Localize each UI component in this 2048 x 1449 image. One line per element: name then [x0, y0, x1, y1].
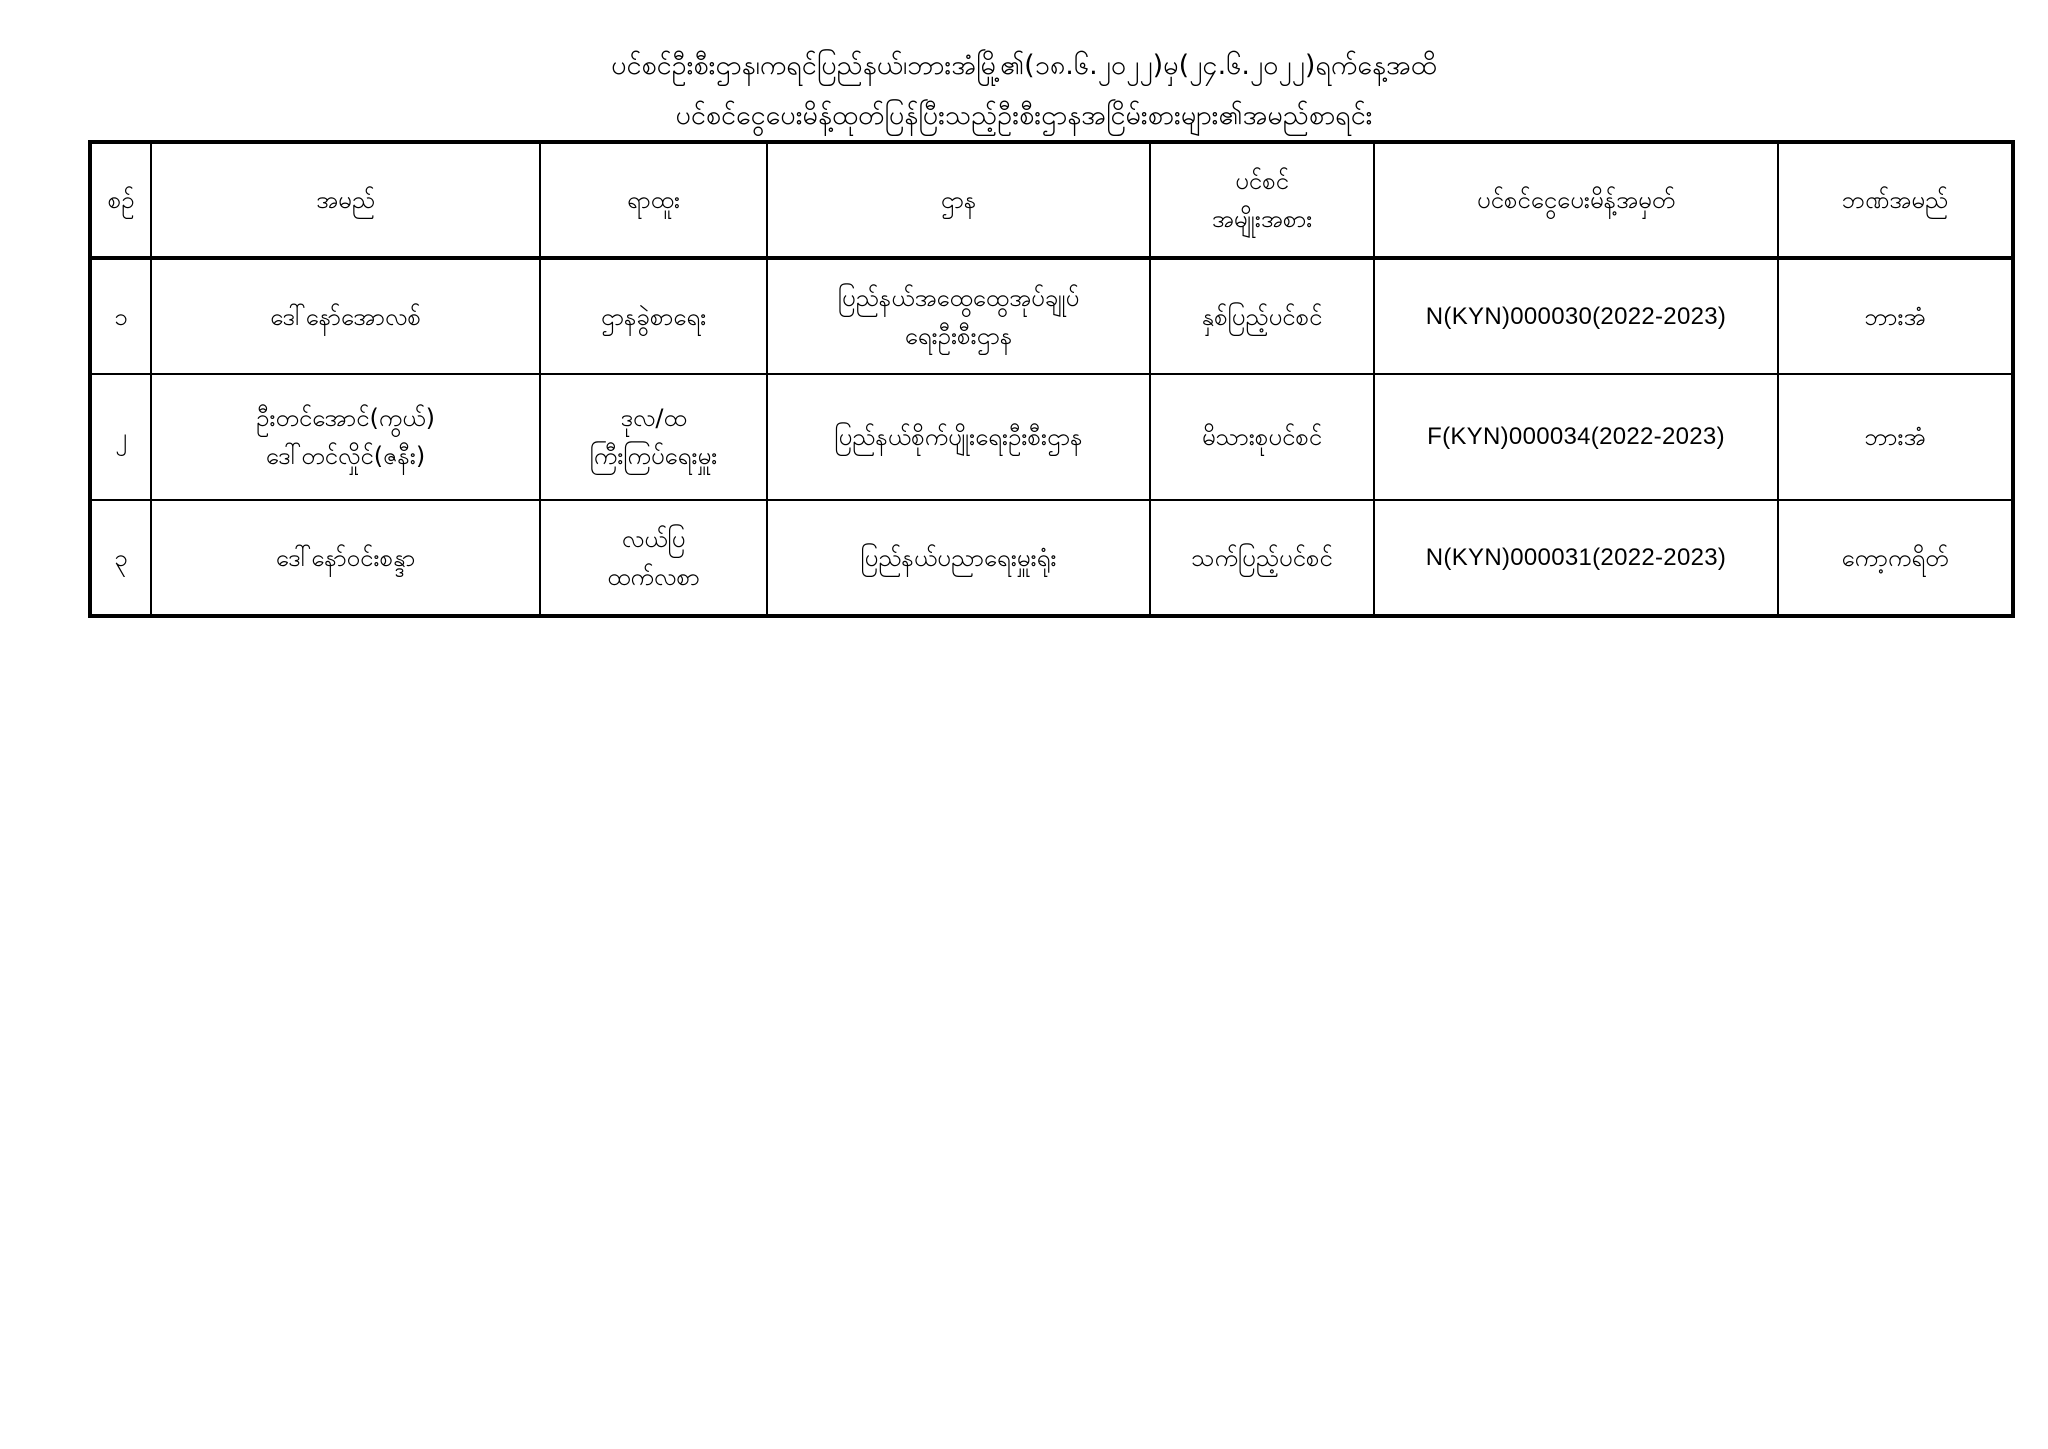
cell-pension-type: နှစ်ပြည့်ပင်စင် — [1150, 258, 1374, 374]
cell-name — [151, 258, 540, 374]
cell-rank — [540, 258, 767, 374]
table-row — [90, 258, 2013, 374]
cell-name-line-1: ဦးတင်အောင်(ကွယ်) — [256, 404, 435, 432]
cell-department — [767, 500, 1150, 616]
document-title-line-1: ပင်စင်ဦးစီးဌာန၊ကရင်ပြည်နယ်၊ဘားအံမြို့၏(၁၈.၆.၂၀၂၂)မှ(၂၄.၆.၂၀၂၂)ရက်နေ့အထိ — [611, 50, 1437, 81]
cell-rank — [540, 500, 767, 616]
cell-pension-type: မိသားစုပင်စင် — [1150, 374, 1374, 500]
cell-pension-type: သက်ပြည့်ပင်စင် — [1150, 500, 1374, 616]
table-row — [90, 374, 2013, 500]
cell-department — [767, 374, 1150, 500]
cell-no: ၁ — [90, 258, 151, 374]
cell-name-line-2: ဒေါ်တင်လှိုင်(ဇနီး) — [265, 442, 426, 470]
cell-bank: ကော့ကရိတ် — [1778, 500, 2013, 616]
header-order-no: ပင်စင်ငွေပေးမိန့်အမှတ် — [1374, 142, 1778, 258]
cell-department-line-1: ပြည်နယ်ပညာရေးမှူးရုံး — [860, 543, 1057, 572]
header-bank: ဘဏ်အမည် — [1778, 142, 2013, 258]
header-pension-type-line-2: အမျိုးအစား — [1211, 205, 1313, 233]
cell-name — [151, 500, 540, 616]
cell-name — [151, 374, 540, 500]
cell-order-no: N(KYN)000031(2022-2023) — [1374, 500, 1778, 616]
table-row — [90, 500, 2013, 616]
header-pension-type — [1150, 142, 1374, 258]
cell-bank: ဘားအံ — [1778, 258, 2013, 374]
cell-department-line-2: ရေးဦးစီးဌာန — [904, 321, 1013, 350]
header-department: ဌာန — [767, 142, 1150, 258]
cell-name-line-1: ဒေါ်နော်အောလစ် — [270, 302, 421, 331]
table-header-row — [90, 142, 2013, 258]
cell-department-line-1: ပြည်နယ်အထွေထွေအုပ်ချုပ် — [837, 283, 1080, 312]
header-name: အမည် — [151, 142, 540, 258]
header-no: စဉ် — [90, 142, 151, 258]
pension-recipients-table — [88, 140, 2015, 618]
cell-order-no: F(KYN)000034(2022-2023) — [1374, 374, 1778, 500]
cell-order-no: N(KYN)000030(2022-2023) — [1374, 258, 1778, 374]
cell-department — [767, 258, 1150, 374]
cell-name-line-1: ဒေါ်နော်ဝင်းစန္ဒာ — [275, 543, 416, 572]
cell-department-line-1: ပြည်နယ်စိုက်ပျိုးရေးဦးစီးဌာန — [834, 423, 1083, 451]
cell-rank-line-1: လယ်ပြ — [621, 524, 686, 553]
cell-rank-line-2: ထက်လစာ — [607, 562, 700, 591]
cell-no: ၂ — [90, 374, 151, 500]
cell-rank — [540, 374, 767, 500]
cell-rank-line-2: ကြီးကြပ်ရေးမှူး — [589, 442, 718, 470]
header-rank: ရာထူး — [540, 142, 767, 258]
cell-no: ၃ — [90, 500, 151, 616]
header-pension-type-line-1: ပင်စင် — [1235, 167, 1289, 195]
cell-bank: ဘားအံ — [1778, 374, 2013, 500]
cell-rank-line-1: ဒုလ/ထ — [620, 404, 687, 432]
document-title-line-2: ပင်စင်ငွေပေးမိန့်ထုတ်ပြန်ပြီးသည့်ဦးစီးဌာနအငြိမ်းစားများ၏အမည်စာရင်း — [675, 100, 1373, 131]
cell-rank-line-1: ဌာနခွဲစာရေး — [600, 302, 707, 331]
